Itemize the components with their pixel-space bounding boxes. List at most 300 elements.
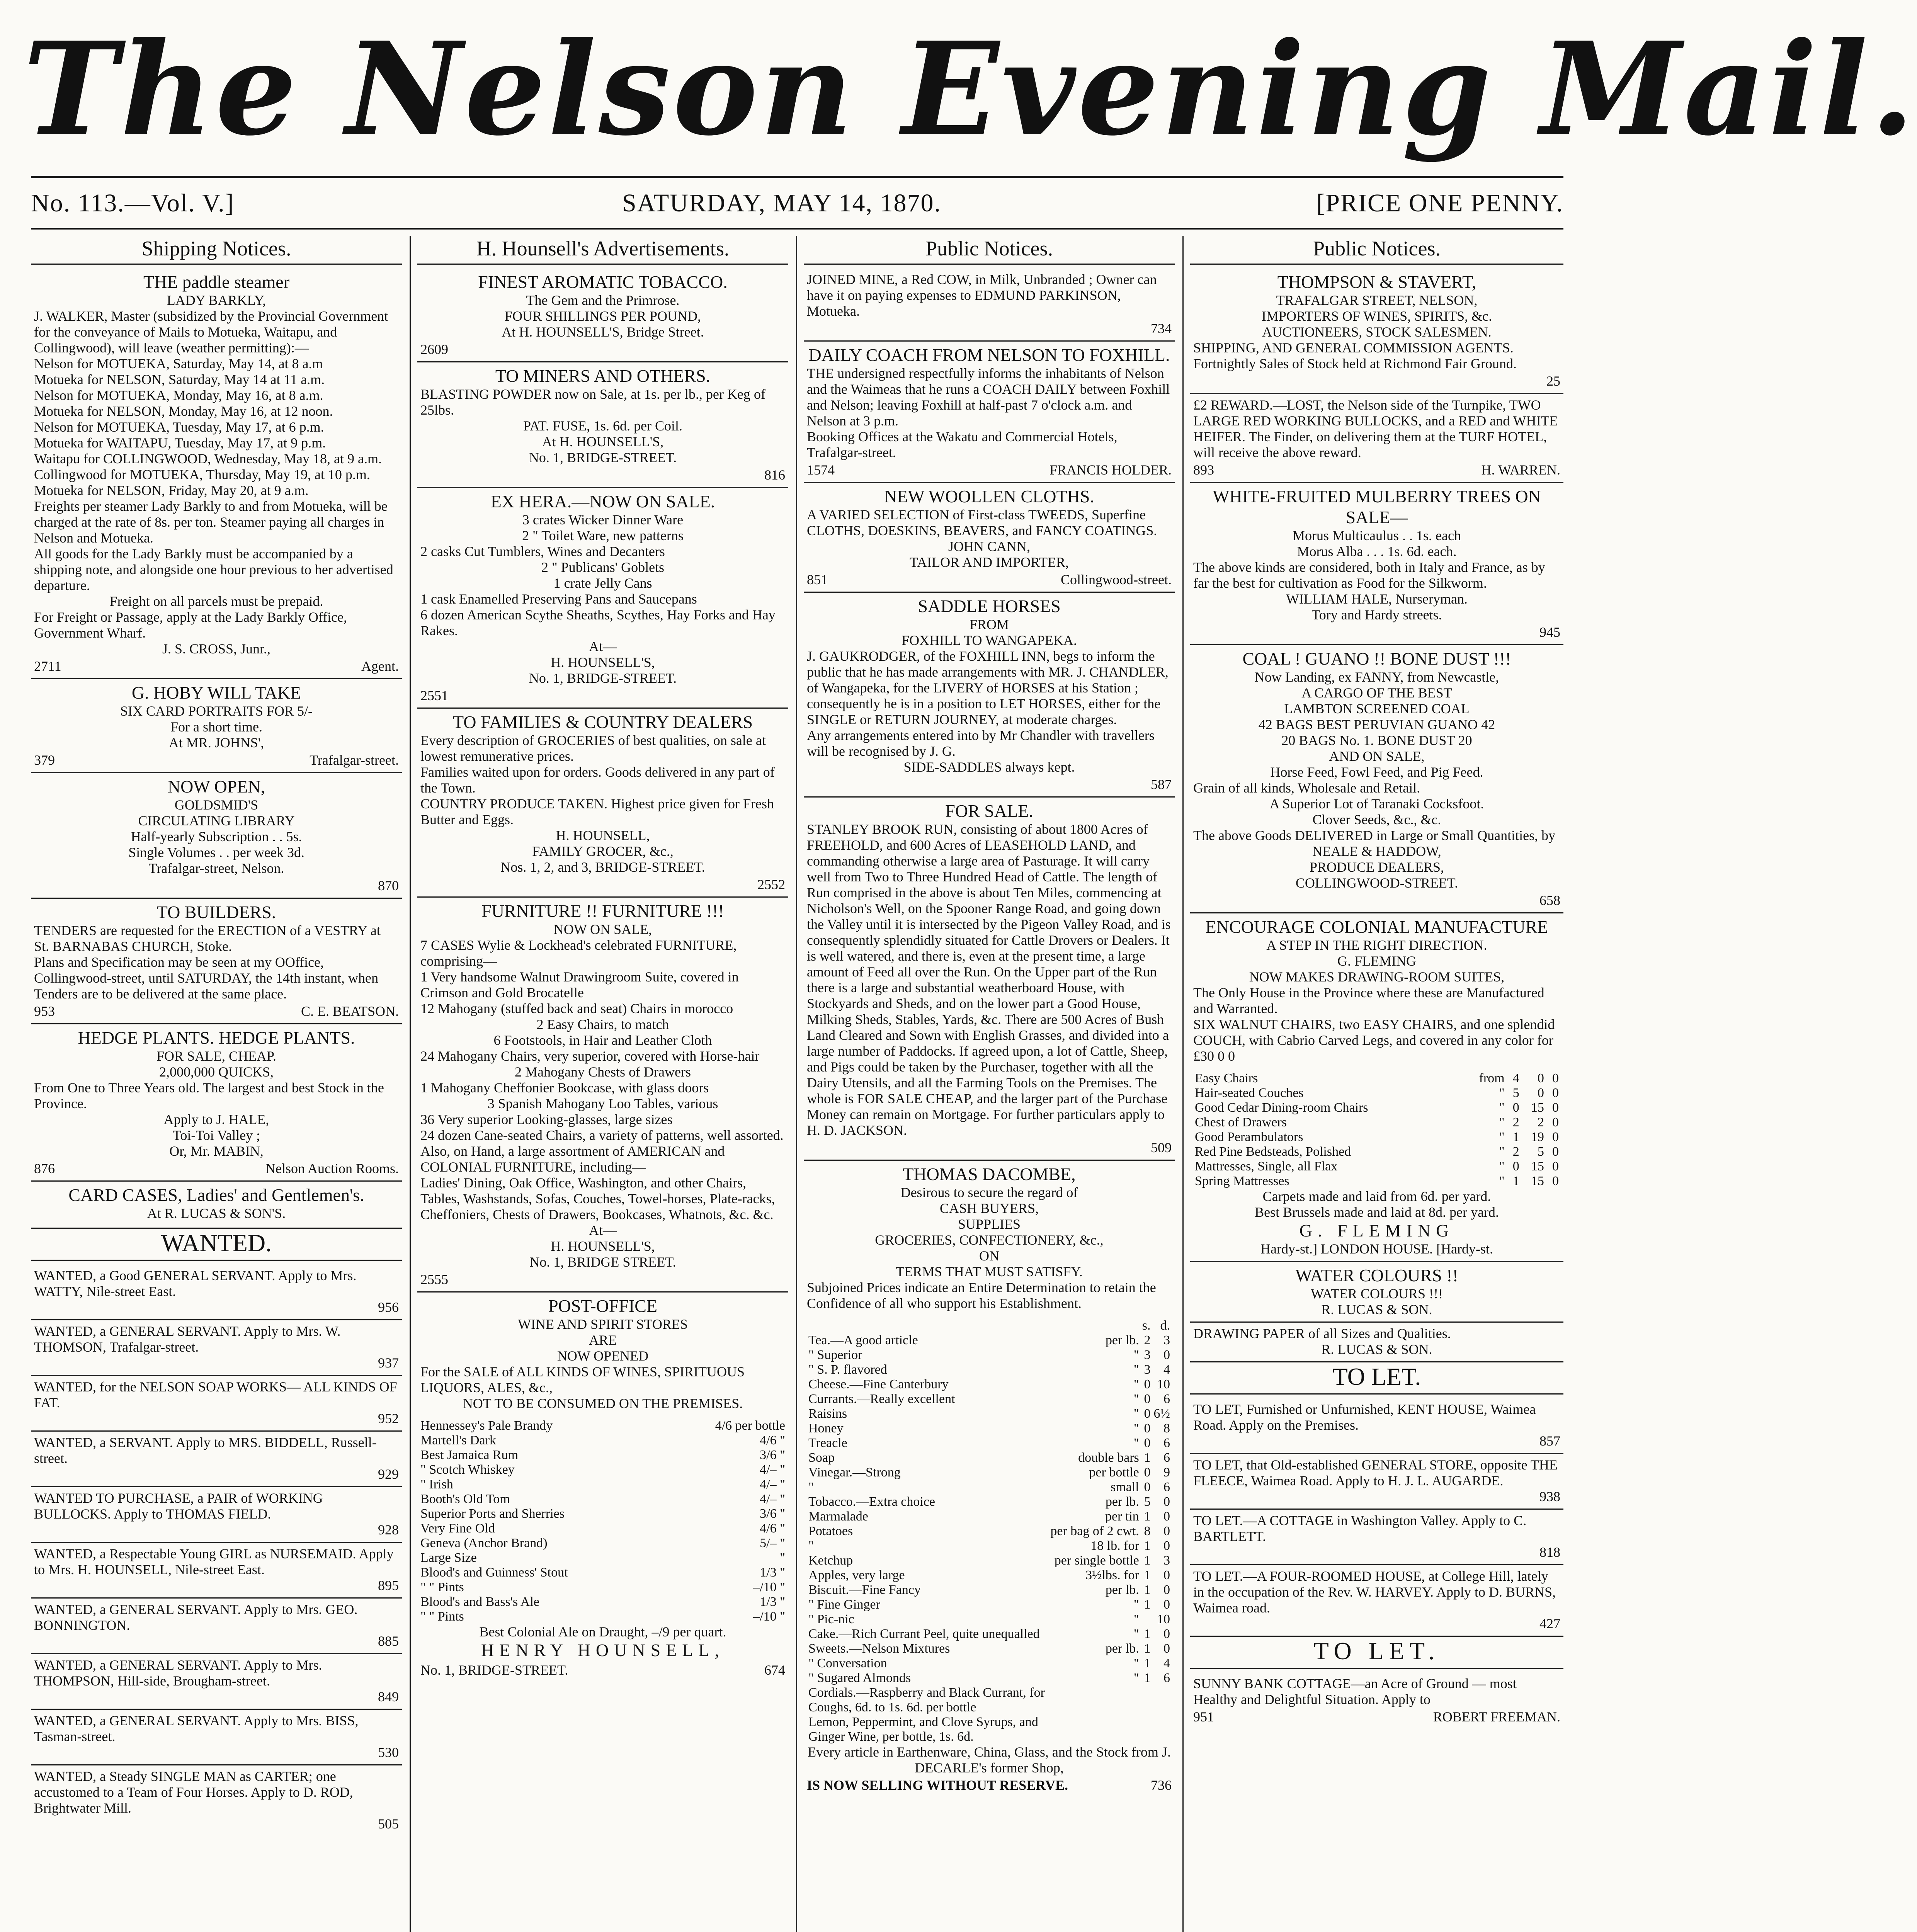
price-header: d.	[1160, 1318, 1170, 1333]
ad-line: WILLIAM HALE, Nurseryman.	[1286, 591, 1468, 607]
advertisement	[804, 1161, 1175, 1315]
ad-line: COUNTRY PRODUCE TAKEN. Highest price given for Fresh Butter and Eggs.	[420, 796, 774, 827]
ad-line: 1 crate Jelly Cans	[553, 575, 652, 591]
ad-signature: 734	[1151, 321, 1172, 336]
price-row	[807, 1406, 1172, 1421]
spirits-price-list	[417, 1415, 788, 1682]
price-cell: Honey	[808, 1421, 844, 1435]
ad-line: Grain of all kinds, Wholesale and Retail.	[1193, 780, 1420, 796]
classified-ad	[31, 1320, 402, 1376]
price-cell: 0	[1163, 1583, 1170, 1597]
ad-signature: FRANCIS HOLDER.	[1049, 462, 1172, 478]
furniture-cell: 15	[1531, 1100, 1544, 1115]
ad-line: LADY BARKLY,	[167, 293, 266, 308]
furniture-cell: Good Cedar Dining-room Chairs	[1195, 1100, 1368, 1115]
ad-line: Subjoined Prices indicate an Entire Determination to retain the Confidence of all who support his Establishment.	[807, 1280, 1156, 1311]
ad-line: TENDERS are requested for the ERECTION of a VESTRY at St. BARNABAS CHURCH, Stoke.	[34, 923, 381, 954]
price-cell: 0	[1163, 1539, 1170, 1553]
ad-line: NOW MAKES DRAWING-ROOM SUITES,	[1249, 969, 1505, 985]
price-row	[807, 1480, 1172, 1495]
ad-line: PAT. FUSE, 1s. 6d. per Coil.	[523, 418, 683, 434]
price-row	[807, 1421, 1172, 1436]
price-cell: Raisins	[808, 1406, 847, 1421]
ad-line: FURNITURE !! FURNITURE !!!	[481, 901, 724, 921]
ad-signature: 25	[1546, 373, 1560, 389]
ad-line: Or, Mr. MABIN,	[169, 1143, 264, 1159]
price-row	[420, 1448, 785, 1463]
price-cell: 1	[1144, 1553, 1151, 1568]
price-cell: "	[1133, 1612, 1139, 1626]
advertisement	[804, 342, 1175, 483]
ad-line: Trafalgar-street, Nelson.	[148, 861, 284, 876]
furniture-table	[1193, 1071, 1560, 1189]
furniture-cell: 0	[1552, 1100, 1559, 1115]
furniture-cell: 4	[1512, 1071, 1519, 1085]
ad-line: EX HERA.—NOW ON SALE.	[490, 492, 715, 511]
price-cell: 3	[1144, 1348, 1151, 1362]
advertisement	[1190, 913, 1563, 1068]
ad-line: Desirous to secure the regard of	[900, 1185, 1078, 1200]
furniture-row	[1193, 1071, 1560, 1086]
price-cell: " Conversation	[808, 1656, 887, 1670]
furniture-cell: 0	[1512, 1100, 1519, 1115]
price-cell: 1	[1144, 1627, 1151, 1641]
furniture-cell: 0	[1552, 1145, 1559, 1159]
price-cell: "	[1133, 1421, 1139, 1435]
furniture-price-list	[1190, 1068, 1563, 1262]
item-name: Best Jamaica Rum	[420, 1448, 519, 1462]
price-row	[807, 1553, 1172, 1568]
furniture-cell: 5	[1512, 1086, 1519, 1100]
ad-line: Freights per steamer Lady Barkly to and from Motueka, will be charged at the rate of 8s. per ton. Steamer paying all charges in Nelson and Motueka.	[34, 498, 388, 546]
price-row	[807, 1715, 1172, 1744]
ad-line: 42 BAGS BEST PERUVIAN GUANO 42	[1258, 717, 1495, 732]
ad-line: DAILY COACH FROM NELSON TO FOXHILL.	[808, 345, 1170, 365]
ad-footer	[420, 688, 785, 704]
classified-number: 928	[378, 1522, 399, 1537]
classified-text: SUNNY BANK COTTAGE—an Acre of Ground — most Healthy and Delightful Situation. Apply to	[1193, 1676, 1517, 1707]
wanted-list	[31, 1265, 402, 1836]
column-heading: Public Notices.	[1190, 236, 1563, 265]
advertisement	[31, 1024, 402, 1182]
classified-text: WANTED, for the NELSON SOAP WORKS— ALL KINDS OF FAT.	[34, 1379, 397, 1410]
ad-line: COAL ! GUANO !! BONE DUST !!!	[1242, 649, 1511, 668]
ad-line: JOINED MINE, a Red COW, in Milk, Unbranded ; Owner can have it on paying expenses to EDMUND PARKINSON, Motueka.	[807, 272, 1157, 319]
ad-line: Motueka for WAITAPU, Tuesday, May 17, at 9 p.m.	[34, 435, 326, 451]
ad-footer	[34, 1161, 399, 1177]
ad-line: NEW WOOLLEN CLOTHS.	[884, 486, 1094, 506]
ad-signature: 945	[1539, 624, 1560, 640]
price-cell: Tea.—A good article	[808, 1333, 918, 1347]
item-price: 1/3 "	[760, 1565, 785, 1580]
price-cell: 6½	[1153, 1406, 1170, 1421]
ad-line: J. S. CROSS, Junr.,	[162, 641, 271, 656]
advertisement	[31, 773, 402, 899]
price-cell: 10	[1157, 1612, 1170, 1626]
classified-text: WANTED, a GENERAL SERVANT. Apply to Mrs. THOMPSON, Hill-side, Brougham-street.	[34, 1657, 322, 1689]
price-row	[807, 1362, 1172, 1377]
ad-line: NOW OPEN,	[167, 777, 265, 796]
ad-line: FAMILY GROCER, &c.,	[532, 844, 674, 859]
furniture-cell: 0	[1552, 1159, 1559, 1173]
classified-number: 530	[378, 1745, 399, 1760]
price-cell: 0	[1163, 1348, 1170, 1362]
ad-line: J. WALKER, Master (subsidized by the Provincial Government for the conveyance of Mails to Motueka, Waitapu, and Collingwood), will leave (weather permitting):—	[34, 308, 388, 355]
price-cell: 3½lbs. for	[1085, 1568, 1139, 1582]
column-hounsell	[417, 236, 788, 1932]
ad-line: 1 Mahogany Cheffonier Bookcase, with glass doors	[420, 1080, 709, 1095]
ad-line: The above kinds are considered, both in Italy and France, as by far the best for cultivation as Food for the Silkworm.	[1193, 560, 1545, 591]
ad-line: No. 1, BRIDGE STREET.	[529, 1254, 676, 1270]
advertisement	[417, 488, 788, 709]
classified-text: WANTED, a Good GENERAL SERVANT. Apply to Mrs. WATTY, Nile-street East.	[34, 1268, 357, 1299]
classified-text: WANTED, a GENERAL SERVANT. Apply to Mrs. W. THOMSON, Trafalgar-street.	[34, 1323, 341, 1355]
wanted-heading: WANTED.	[31, 1228, 402, 1261]
price-row	[807, 1627, 1172, 1641]
price-cell	[1152, 1685, 1172, 1715]
furniture-cell: 0	[1537, 1086, 1544, 1100]
price-cell: "	[1133, 1377, 1139, 1391]
classified-number: 427	[1539, 1616, 1560, 1631]
classified-number: 952	[378, 1411, 399, 1426]
price-row	[807, 1524, 1172, 1539]
ad-line: HEDGE PLANTS. HEDGE PLANTS.	[78, 1028, 355, 1048]
ad-number: 893	[1193, 462, 1214, 478]
ad-line: 3 Spanish Mahogany Loo Tables, various	[487, 1096, 718, 1111]
ad-line: AUCTIONEERS, STOCK SALESMEN.	[1262, 324, 1492, 340]
classified-number: 937	[378, 1355, 399, 1371]
ad-line: THE paddle steamer	[143, 272, 290, 292]
ad-line: NEALE & HADDOW,	[1312, 844, 1441, 859]
classified-text: TO LET.—A FOUR-ROOMED HOUSE, at College Hill, lately in the occupation of the Rev. W. HARVEY. Apply to D. BURNS, Waimea road.	[1193, 1568, 1556, 1616]
ad-line: Tory and Hardy streets.	[1311, 607, 1442, 622]
price-cell: " Pic-nic	[808, 1612, 854, 1626]
ad-line: DRAWING PAPER of all Sizes and Qualities.	[1193, 1326, 1451, 1341]
ad-number: 2609	[420, 342, 448, 357]
classified-text: TO LET, that Old-established GENERAL STORE, opposite THE FLEECE, Waimea Road. Apply to H. J. L. AUGARDE.	[1193, 1457, 1558, 1488]
price-cell: Currants.—Really excellent	[808, 1392, 955, 1406]
price-row	[420, 1580, 785, 1595]
ad-signature: C. E. BEATSON.	[301, 1003, 399, 1019]
price-cell: 1	[1144, 1656, 1151, 1670]
column-heading: Public Notices.	[804, 236, 1175, 265]
price-row	[807, 1568, 1172, 1583]
furniture-cell: "	[1499, 1145, 1505, 1159]
ad-line: SIX CARD PORTRAITS FOR 5/-	[120, 703, 313, 719]
ad-number: 951	[1193, 1709, 1214, 1725]
price-cell: 0	[1144, 1480, 1151, 1494]
ad-line: FOR SALE.	[945, 801, 1033, 821]
ad-line: 2 casks Cut Tumblers, Wines and Decanters	[420, 544, 665, 559]
ad-signature: HENRY HOUNSELL,	[481, 1640, 725, 1660]
item-price: –/10 "	[753, 1580, 785, 1594]
price-cell	[1141, 1685, 1152, 1715]
ad-signature: Nelson Auction Rooms.	[265, 1161, 399, 1176]
ad-line: THOMPSON & STAVERT,	[1277, 272, 1476, 292]
ad-line: THOMAS DACOMBE,	[903, 1164, 1076, 1184]
classified-ad	[1190, 1398, 1563, 1454]
ad-line: TO FAMILIES & COUNTRY DEALERS	[452, 712, 753, 732]
ad-line: FINEST AROMATIC TOBACCO.	[478, 272, 728, 292]
price-row	[807, 1583, 1172, 1597]
price-row	[807, 1377, 1172, 1392]
ad-line: A Superior Lot of Taranaki Cocksfoot.	[1269, 796, 1484, 811]
price-cell: Treacle	[808, 1436, 847, 1450]
item-name: Hennessey's Pale Brandy	[420, 1418, 553, 1433]
ad-line: £2 REWARD.—LOST, the Nelson side of the Turnpike, TWO LARGE RED WORKING BULLOCKS, and a RED and WHITE HEIFER. The Finder, on delivering them at the TURF HOTEL, will receive the above reward.	[1193, 397, 1558, 460]
ad-address: No. 1, BRIDGE-STREET.	[420, 1662, 568, 1678]
ad-line: Horse Feed, Fowl Feed, and Pig Feed.	[1270, 764, 1483, 780]
ad-line: SHIPPING, AND GENERAL COMMISSION AGENTS.	[1193, 340, 1514, 355]
ad-line: H. HOUNSELL'S,	[551, 1238, 655, 1254]
ad-line: NOW ON SALE,	[553, 922, 652, 937]
issue-price: [PRICE ONE PENNY.	[1316, 189, 1563, 217]
price-row	[807, 1671, 1172, 1685]
item-price: –/10 "	[753, 1609, 785, 1624]
ad-line: ARE	[589, 1332, 617, 1348]
classified-text: WANTED, a GENERAL SERVANT. Apply to Mrs. BISS, Tasman-street.	[34, 1713, 359, 1744]
price-cell: 6	[1163, 1436, 1170, 1450]
ad-footer	[807, 572, 1172, 588]
furniture-cell: 5	[1537, 1145, 1544, 1159]
ad-line: 1 Very handsome Walnut Drawingroom Suite, covered in Crimson and Gold Brocatelle	[420, 969, 739, 1000]
classified-ad	[31, 1265, 402, 1320]
ad-footer	[34, 658, 399, 674]
furniture-cell: Hair-seated Couches	[1195, 1086, 1304, 1100]
price-row	[420, 1565, 785, 1580]
price-cell: Apples, very large	[808, 1568, 905, 1582]
price-cell	[1049, 1685, 1140, 1715]
to-let-ad	[1190, 1673, 1563, 1729]
price-cell: "	[808, 1539, 814, 1553]
ad-line: Any arrangements entered into by Mr Chandler with travellers will be recognised by J. G.	[807, 728, 1155, 759]
ad-line: SADDLE HORSES	[918, 596, 1061, 616]
furniture-cell: 1	[1512, 1174, 1519, 1188]
price-cell: 0	[1163, 1509, 1170, 1524]
ad-line: From One to Three Years old. The largest and best Stock in the Province.	[34, 1080, 384, 1111]
ad-line: At MR. JOHNS',	[168, 735, 264, 750]
classified-ad	[31, 1599, 402, 1654]
price-row	[807, 1539, 1172, 1553]
ad-signature: Agent.	[361, 658, 399, 674]
ad-footer	[420, 1662, 785, 1678]
ad-line: R. LUCAS & SON.	[1321, 1302, 1432, 1317]
price-row	[420, 1536, 785, 1551]
ad-line: For Freight or Passage, apply at the Lady Barkly Office, Government Wharf.	[34, 609, 347, 641]
item-name: " " Pints	[420, 1580, 464, 1594]
ad-number: 2555	[420, 1272, 448, 1287]
price-cell: 3	[1144, 1362, 1151, 1377]
ad-line: Families waited upon for orders. Goods delivered in any part of the Town.	[420, 764, 775, 796]
item-price: 4/– "	[760, 1492, 785, 1506]
ad-line: A VARIED SELECTION of First-class TWEEDS, Superfine CLOTHS, DOESKINS, BEAVERS, and FANCY COATINGS.	[807, 507, 1157, 538]
price-cell: " Sugared Almonds	[808, 1671, 911, 1685]
ad-signature: Collingwood-street.	[1061, 572, 1172, 587]
furniture-cell: 0	[1552, 1071, 1559, 1085]
item-name: Blood's and Guinness' Stout	[420, 1565, 568, 1580]
advertisement	[804, 269, 1175, 342]
ad-line: Morus Alba . . . 1s. 6d. each.	[1297, 544, 1457, 559]
ad-line: 24 Mahogany Chairs, very superior, covered with Horse-hair	[420, 1048, 760, 1064]
ad-footer	[420, 342, 785, 357]
price-cell: 6	[1163, 1392, 1170, 1406]
ad-line: Nelson for MOTUEKA, Monday, May 16, at 8 a.m.	[34, 388, 323, 403]
ad-line: G. FLEMING	[1299, 1221, 1454, 1240]
ad-line: 3 crates Wicker Dinner Ware	[522, 512, 684, 527]
advertisement	[1190, 483, 1563, 645]
ad-signature: H. WARREN.	[1481, 462, 1560, 478]
price-cell: Sweets.—Nelson Mixtures	[808, 1641, 950, 1656]
ad-line: TRAFALGAR STREET, NELSON,	[1276, 293, 1478, 308]
furniture-cell: 2	[1512, 1145, 1519, 1159]
price-cell: Cake.—Rich Currant Peel, quite unequalled	[808, 1627, 1040, 1641]
list-footer: Every article in Earthenware, China, Glass, and the Stock from J. DECARLE's former Shop,	[808, 1744, 1171, 1776]
furniture-cell: 0	[1552, 1086, 1559, 1100]
item-name: Large Size	[420, 1551, 477, 1565]
ad-number: 736	[1151, 1777, 1172, 1793]
price-row	[807, 1597, 1172, 1612]
ad-signature: ROBERT FREEMAN.	[1433, 1709, 1560, 1725]
ad-footer	[1193, 1709, 1560, 1725]
price-cell: Vinegar.—Strong	[808, 1465, 901, 1480]
ad-line: ENCOURAGE COLONIAL MANUFACTURE	[1205, 917, 1548, 937]
advertisement	[31, 899, 402, 1024]
item-name: Martell's Dark	[420, 1433, 496, 1447]
price-cell: 3	[1163, 1553, 1170, 1568]
ad-line: Collingwood for MOTUEKA, Thursday, May 19, at 10 p.m.	[34, 467, 370, 482]
furniture-cell: "	[1499, 1159, 1505, 1173]
furniture-cell: 0	[1552, 1130, 1559, 1144]
ad-line: The Gem and the Primrose.	[526, 293, 680, 308]
ad-line: STANLEY BROOK RUN, consisting of about 1800 Acres of FREEHOLD, and 600 Acres of LEASEHOLD LAND, and commanding otherwise a large area of Pasturage. It will carry well from Two to Three Hundred Head of Cattle. The length of Run comprised in the above is about Ten Miles, commencing at Nicholson's Well, on the Spooner Range Road, and going down the Valley until it is intersected by the Pigeon Valley Road, and is consequently splendidly situated for Cattle Drovers or Dealers. It is well watered, and there is, even at the present time, a large amount of Feed all over the Run. On the Upper part of the Run there is a large and substantial weatherboard House, with Stockyards and Sheds, and on the lower part a Good House, Milking Sheds, Stables, Yards, &c. There are 500 Acres of Bush Land Cleared and Sown with English Grasses, and divided into a large number of Paddocks. If agreed upon, a lot of Cattle, Sheep, and Pigs could be taken by the Purchaser, together with all the Dairy Utensils, and all the Farming Tools on the Premises. The whole is FOR SALE CHEAP, and the larger part of the Purchase Money can remain on Mortgage. For further particulars apply to H. D. JACKSON.	[807, 821, 1171, 1138]
ad-line: Motueka for NELSON, Monday, May 16, at 12 noon.	[34, 403, 333, 419]
furniture-cell: Mattresses, Single, all Flax	[1195, 1159, 1338, 1173]
price-cell: 0	[1163, 1568, 1170, 1582]
classified-ad	[31, 1432, 402, 1487]
ad-signature: 509	[1151, 1140, 1172, 1155]
classified-ad	[31, 1487, 402, 1543]
classified-number: 857	[1539, 1433, 1560, 1449]
ad-line: IMPORTERS OF WINES, SPIRITS, &c.	[1261, 308, 1492, 324]
price-row	[807, 1509, 1172, 1524]
price-cell: per tin	[1105, 1509, 1139, 1524]
ad-line: H. HOUNSELL'S,	[551, 655, 655, 670]
price-row	[807, 1348, 1172, 1362]
item-name: Geneva (Anchor Brand)	[420, 1536, 548, 1550]
ad-line: BLASTING POWDER now on Sale, at 1s. per lb., per Keg of 25lbs.	[420, 386, 765, 418]
price-cell: Marmalade	[808, 1509, 868, 1524]
ad-line: FOR SALE, CHEAP.	[156, 1048, 277, 1064]
item-name: " " Pints	[420, 1609, 464, 1624]
advertisement	[31, 1182, 402, 1225]
advertisement	[1190, 645, 1563, 913]
ad-line: Morus Multicaulus . . 1s. each	[1293, 528, 1461, 543]
ad-footer	[34, 878, 399, 894]
ad-list	[1190, 269, 1563, 1068]
ad-line: GROCERIES, CONFECTIONERY, &c.,	[875, 1232, 1104, 1248]
ad-line: GOLDSMID'S	[174, 797, 259, 813]
column-divider	[796, 236, 797, 1932]
price-row	[807, 1451, 1172, 1465]
ad-line: FOXHILL TO WANGAPEKA.	[902, 633, 1077, 648]
ad-line: Every description of GROCERIES of best qualities, on sale at lowest remunerative prices.	[420, 733, 766, 764]
to-let-list	[1190, 1398, 1563, 1636]
grocery-price-list	[804, 1315, 1175, 1797]
price-row	[420, 1418, 785, 1433]
furniture-cell: "	[1499, 1086, 1505, 1100]
price-cell: Tobacco.—Extra choice	[808, 1495, 936, 1509]
ad-line: Single Volumes . . per week 3d.	[128, 845, 304, 860]
price-cell: double bars	[1078, 1451, 1139, 1465]
classified-ad	[1190, 1454, 1563, 1510]
ad-footer	[807, 777, 1172, 793]
furniture-cell: 1	[1512, 1130, 1519, 1144]
price-cell: 5	[1144, 1495, 1151, 1509]
ad-line: Now Landing, ex FANNY, from Newcastle,	[1254, 669, 1499, 685]
price-row	[420, 1477, 785, 1492]
ad-number: 674	[764, 1662, 785, 1678]
price-cell: 2	[1144, 1333, 1151, 1347]
ad-line: POST-OFFICE	[548, 1296, 658, 1316]
price-cell: 3	[1163, 1333, 1170, 1347]
ad-line: Nelson for MOTUEKA, Saturday, May 14, at 8 a.m	[34, 356, 323, 371]
furniture-cell: Easy Chairs	[1195, 1071, 1258, 1085]
classified-text: WANTED, a Steady SINGLE MAN as CARTER; one accustomed to a Team of Four Horses. Apply to D. ROD, Brightwater Mill.	[34, 1769, 353, 1816]
price-cell: 1	[1144, 1597, 1151, 1612]
ad-line: For a short time.	[170, 719, 262, 735]
ad-line: WINE AND SPIRIT STORES	[518, 1316, 688, 1332]
ad-line: Ladies' Dining, Oak Office, Washington, and other Chairs, Tables, Washstands, Sofas, Couches, Towel-horses, Plate-racks, Cheffoniers, Chests of Drawers, Bookcases, Whatnots, &c. &c.	[420, 1175, 775, 1222]
price-cell: per lb.	[1105, 1495, 1139, 1509]
price-cell: "	[1133, 1597, 1139, 1612]
price-cell: Cordials.—Raspberry and Black Currant, for Coughs, 6d. to 1s. 6d. per bottle	[808, 1685, 1045, 1714]
price-row	[807, 1495, 1172, 1509]
ad-line: For the SALE of ALL KINDS OF WINES, SPIRITUOUS LIQUORS, ALES, &c.,	[420, 1364, 745, 1395]
item-price: 4/– "	[760, 1463, 785, 1477]
classified-text: TO LET.—A COTTAGE in Washington Valley. Apply to C. BARTLETT.	[1193, 1513, 1527, 1544]
ad-line: Motueka for NELSON, Saturday, May 14 at 11 a.m.	[34, 372, 325, 387]
classified-ad	[31, 1654, 402, 1710]
ad-line: TERMS THAT MUST SATISFY.	[896, 1264, 1083, 1279]
to-let-heading-2: TO LET.	[1190, 1636, 1563, 1669]
ad-line: Half-yearly Subscription . . 5s.	[131, 829, 302, 844]
price-cell: 8	[1163, 1421, 1170, 1435]
furniture-cell: "	[1499, 1100, 1505, 1115]
price-header	[1049, 1318, 1140, 1333]
price-cell: 0	[1144, 1377, 1151, 1391]
advertisement	[417, 269, 788, 362]
ad-footer	[1193, 462, 1560, 478]
price-cell: "	[1133, 1406, 1139, 1421]
ad-line: No. 1, BRIDGE-STREET.	[529, 670, 677, 686]
price-cell: 6	[1163, 1451, 1170, 1465]
item-price: 3/6 "	[760, 1448, 785, 1462]
price-cell: "	[1133, 1656, 1139, 1670]
ad-line: 7 CASES Wylie & Lockhead's celebrated FURNITURE, comprising—	[420, 937, 737, 969]
price-row	[420, 1595, 785, 1609]
classified-ad	[31, 1765, 402, 1836]
price-cell: 4	[1163, 1656, 1170, 1670]
closing-line: IS NOW SELLING WITHOUT RESERVE.	[807, 1777, 1068, 1793]
ad-line: PRODUCE DEALERS,	[1309, 859, 1444, 875]
price-cell: "	[1133, 1436, 1139, 1450]
price-cell: 6	[1163, 1480, 1170, 1494]
classified-number: 818	[1539, 1544, 1560, 1560]
ad-footer	[420, 467, 785, 483]
price-cell: 0	[1163, 1524, 1170, 1538]
ad-line: At—	[589, 1223, 617, 1238]
price-cell: Soap	[808, 1451, 835, 1465]
